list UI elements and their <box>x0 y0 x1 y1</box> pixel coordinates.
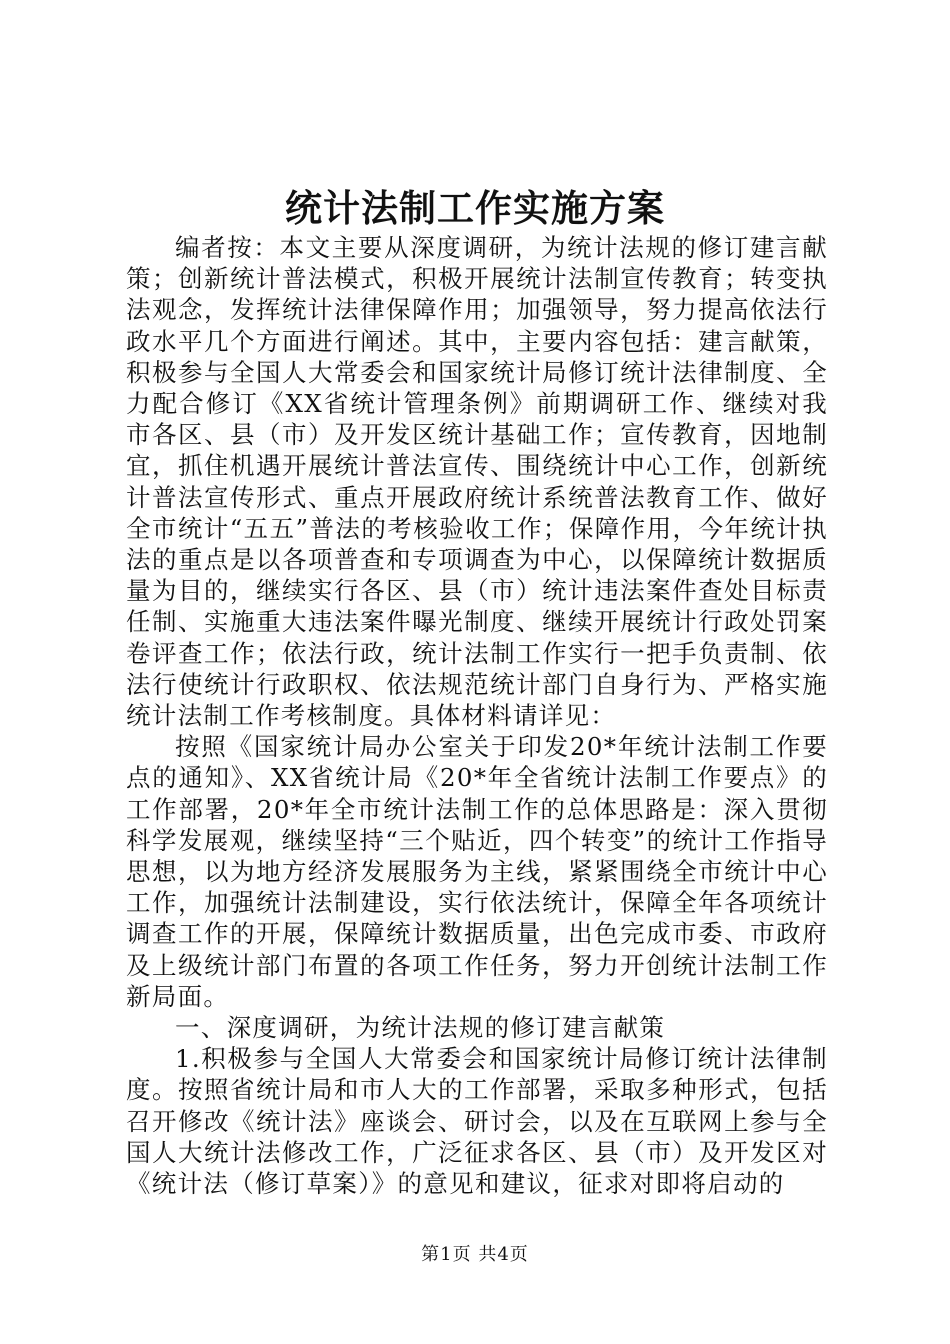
overview-paragraph: 按照《国家统计局办公室关于印发20*年统计法制工作要点的通知》、XX省统计局《20*年全省统计法制工作要点》的工作部署，20*年全市统计法制工作的总体思路是：深入贯彻科学发展观，继续坚持“三个贴近，四个转变”的统计工作指导思想，以为地方经济发展服务为主线，紧紧围绕全市统计中心工作，加强统计法制建设，实行依法统计，保障全年各项统计调查工作的开展，保障统计数据质量，出色完成市委、市政府及上级统计部门布置的各项工作任务，努力开创统计法制工作新局面。 <box>126 732 828 1011</box>
document-body <box>126 232 828 1199</box>
document-title: 统计法制工作实施方案 <box>285 187 665 230</box>
page-indicator: 第1页 共4页 <box>421 1244 529 1265</box>
section-heading: 一、深度调研，为统计法规的修订建言献策 <box>175 1013 666 1043</box>
editor-note-paragraph: 编者按：本文主要从深度调研，为统计法规的修订建言献策；创新统计普法模式，积极开展统计法制宣传教育；转变执法观念，发挥统计法律保障作用；加强领导，努力提高依法行政水平几个方面进行阐述。其中，主要内容包括：建言献策，积极参与全国人大常委会和国家统计局修订统计法律制度、全力配合修订《XX省统计管理条例》前期调研工作、继续对我市各区、县（市）及开发区统计基础工作；宣传教育，因地制宜，抓住机遇开展统计普法宣传、围绕统计中心工作，创新统计普法宣传形式、重点开展政府统计系统普法教育工作、做好全市统计“五五”普法的考核验收工作；保障作用，今年统计执法的重点是以各项普查和专项调查为中心，以保障统计数据质量为目的，继续实行各区、县（市）统计违法案件查处目标责任制、实施重大违法案件曝光制度、继续开展统计行政处罚案卷评查工作；依法行政，统计法制工作实行一把手负责制、依法行使统计行政职权、依法规范统计部门自身行为、严格实施统计法制工作考核制度。具体材料请详见： <box>126 233 828 731</box>
item-paragraph: 1.积极参与全国人大常委会和国家统计局修订统计法律制度。按照省统计局和市人大的工作部署，采取多种形式，包括召开修改《统计法》座谈会、研讨会，以及在互联网上参与全国人大统计法修改工作，广泛征求各区、县（市）及开发区对《统计法（修订草案）》的意见和建议，征求对即将启动的 <box>126 1044 828 1199</box>
